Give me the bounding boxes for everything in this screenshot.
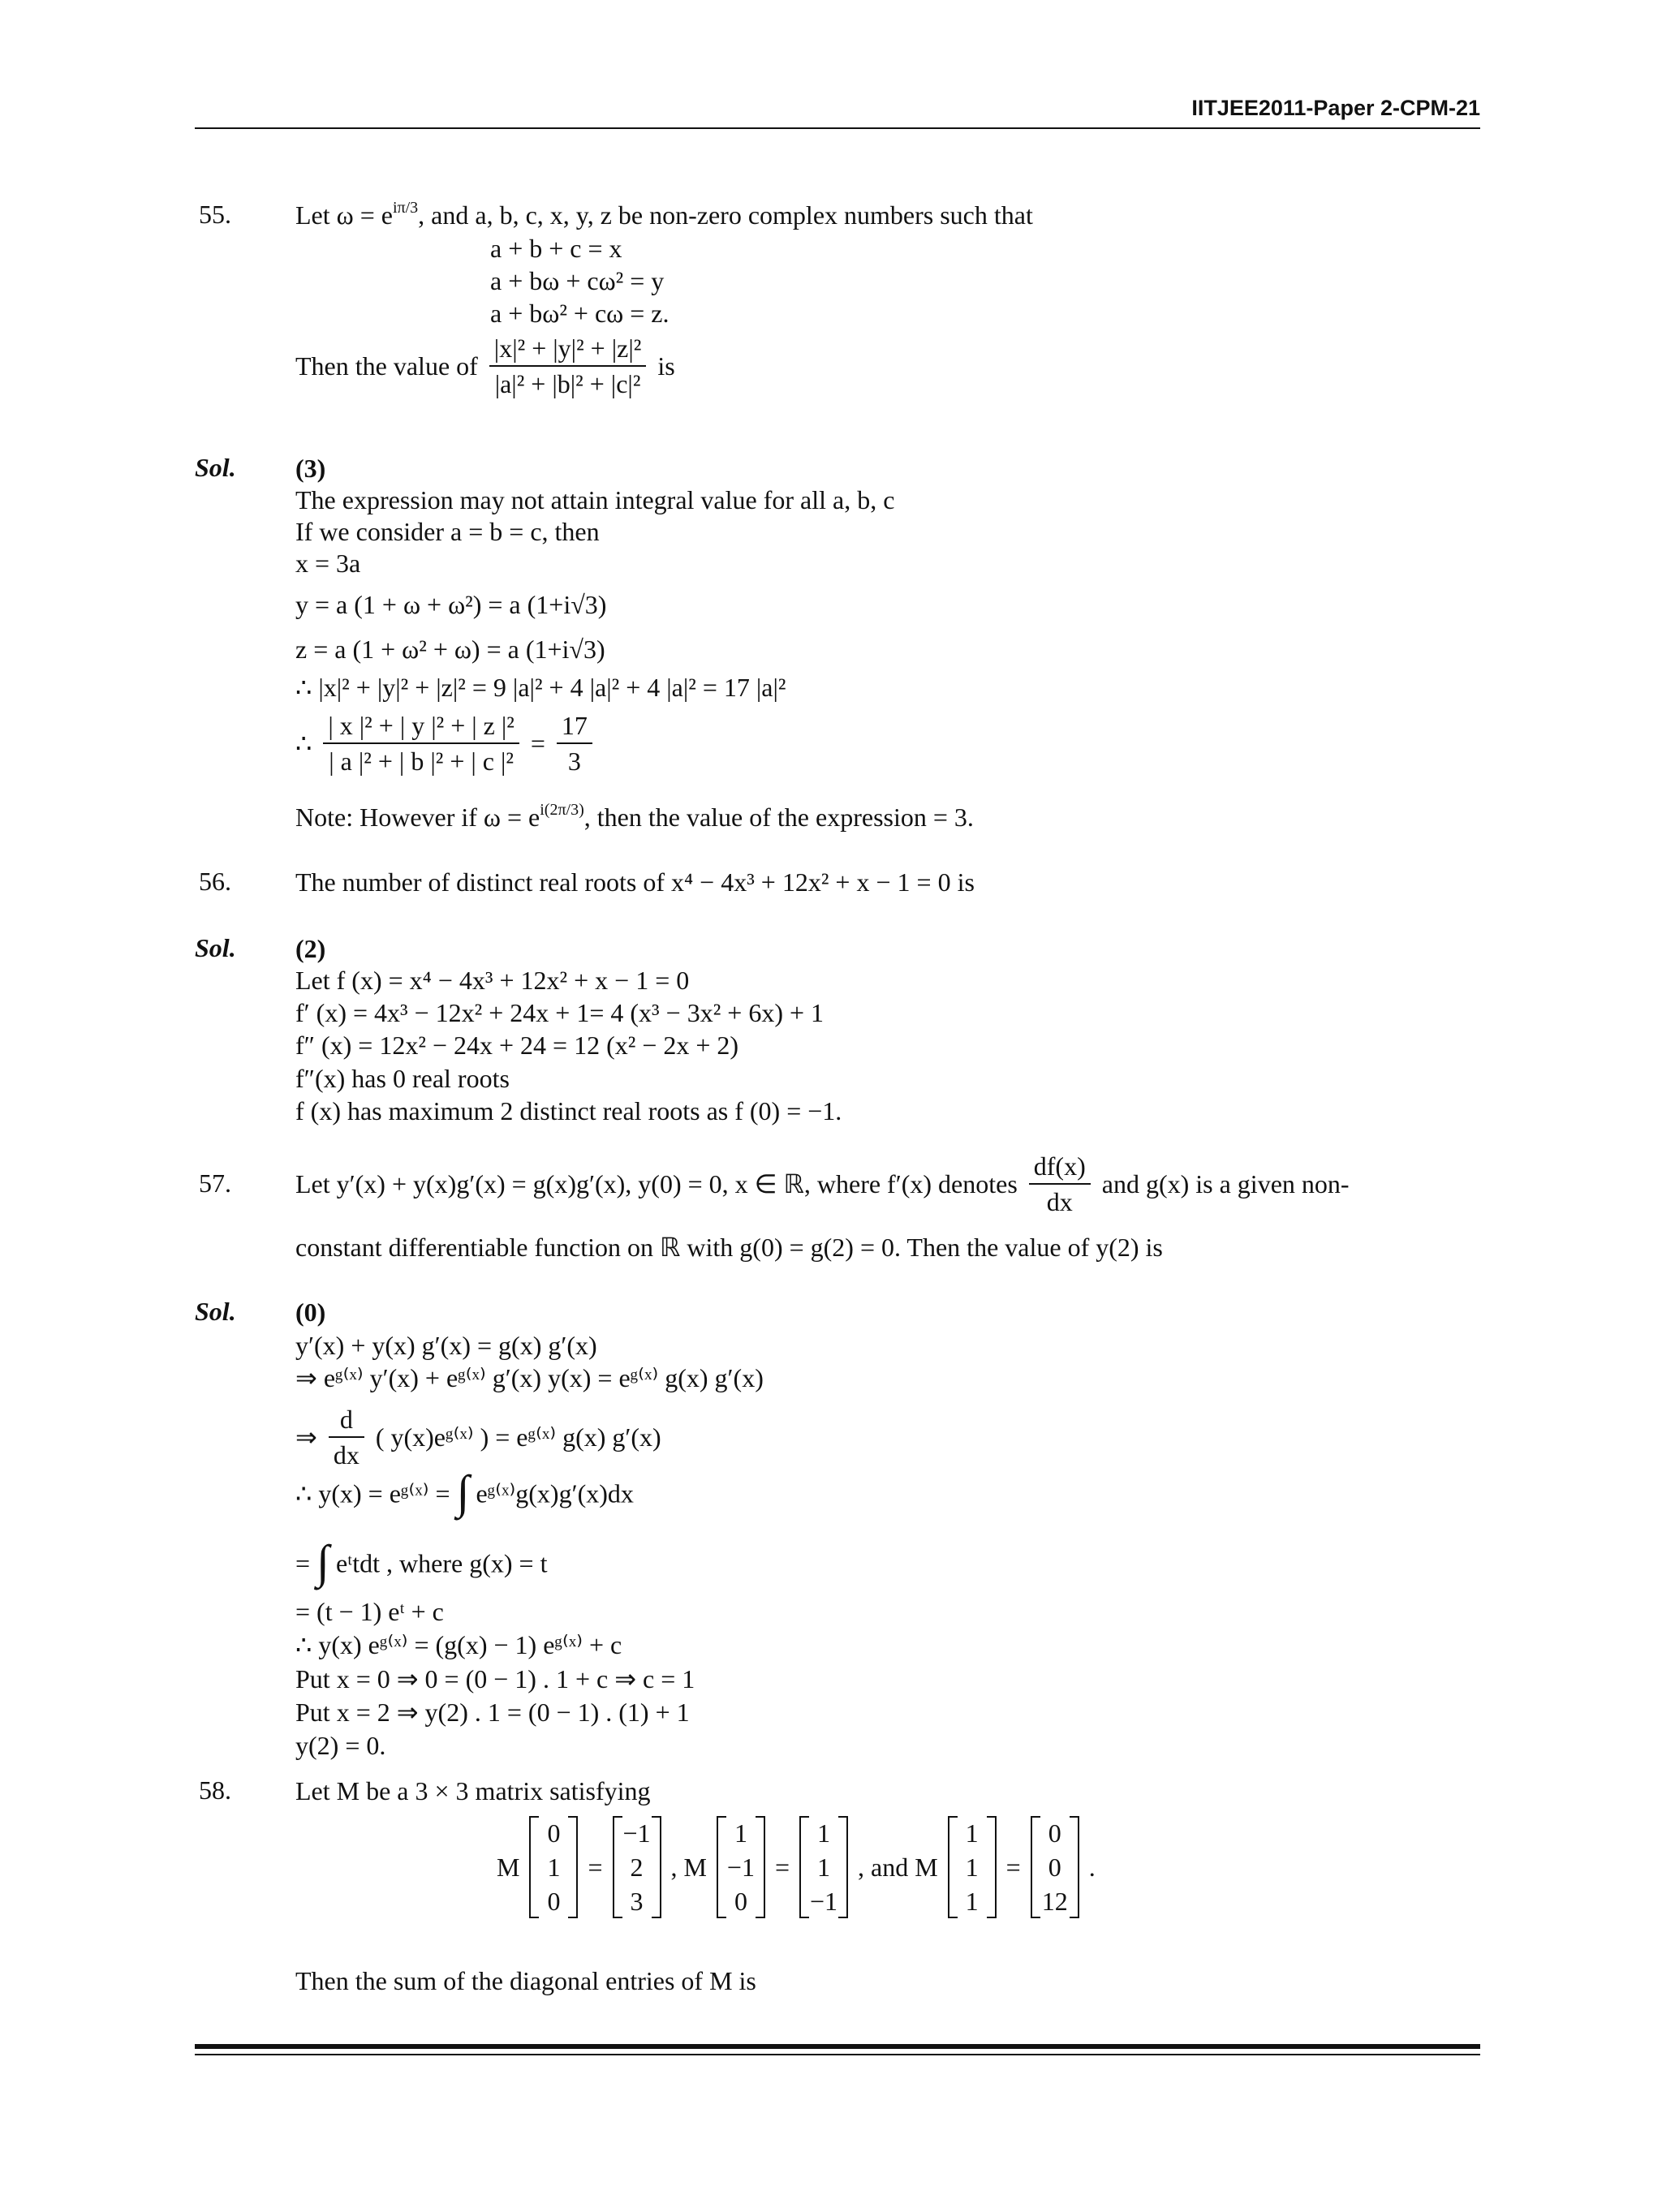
- integral-sign: ∫: [316, 1534, 329, 1588]
- solution-57-line-5: = ∫ eᵗtdt , where g(x) = t: [295, 1534, 548, 1588]
- solution-55-label: Sol.: [195, 453, 236, 482]
- solution-55-line-2: If we consider a = b = c, then: [295, 517, 600, 546]
- question-58-line-1: Let M be a 3 × 3 matrix satisfying: [295, 1776, 651, 1805]
- solution-57-d-dx: $\frac{d}{dx}$: [329, 1404, 364, 1470]
- question-55-number: 55.: [199, 200, 231, 229]
- solution-55-value: $\frac{17}{3}$: [557, 710, 592, 777]
- solution-57-line-3: ⇒ $\frac{d}{dx}$ ( y(x)eᵍ⁽ˣ⁾ ) = eᵍ⁽ˣ⁾ g(x) g′(x): [295, 1405, 661, 1470]
- matrix-vector-2: 1 −1 0: [717, 1816, 765, 1918]
- footer-rule-thin: [195, 2054, 1480, 2055]
- solution-57-line-6: = (t − 1) eᵗ + c: [295, 1597, 444, 1626]
- integral-sign: ∫: [456, 1465, 470, 1518]
- question-58-number: 58.: [199, 1775, 231, 1805]
- solution-57-line-4: ∴ y(x) = eᵍ⁽ˣ⁾ = ∫ eᵍ⁽ˣ⁾g(x)g′(x)dx: [295, 1465, 634, 1518]
- solution-57-line-8: Put x = 0 ⇒ 0 = (0 − 1) . 1 + c ⇒ c = 1: [295, 1664, 695, 1693]
- solution-56-answer: (2): [295, 934, 326, 963]
- solution-55-answer: (3): [295, 454, 326, 483]
- question-58-last-line: Then the sum of the diagonal entries of M is: [295, 1966, 756, 1995]
- page-header: IITJEE2011-Paper 2-CPM-21: [1191, 96, 1480, 120]
- question-56-text: The number of distinct real roots of x⁴ − 4x³ + 12x² + x − 1 = 0 is: [295, 867, 975, 897]
- matrix-result-2: 1 1 −1: [799, 1816, 848, 1918]
- question-57-line-1: Let y′(x) + y(x)g′(x) = g(x)g′(x), y(0) = 0, x ∈ ℝ, where f′(x) denotes $\frac{df(x)}{dx}$ and g(x) is a given non-: [295, 1151, 1350, 1216]
- solution-55-note: Note: However if $\omega = e^{i(2\pi/3)}$, then the value of the expression = 3.: [295, 801, 974, 832]
- question-56-number: 56.: [199, 867, 231, 896]
- solution-57-line-9: Put x = 2 ⇒ y(2) . 1 = (0 − 1) . (1) + 1: [295, 1698, 690, 1727]
- solution-57-line-10: y(2) = 0.: [295, 1731, 386, 1760]
- solution-55-line-1: The expression may not attain integral value for all a, b, c: [295, 485, 895, 514]
- solution-56-line-3: f″ (x) = 12x² − 24x + 24 = 12 (x² − 2x + 2): [295, 1031, 739, 1060]
- solution-56-line-4: f″(x) has 0 real roots: [295, 1064, 510, 1093]
- matrix-vector-3: 1 1 1: [948, 1816, 997, 1918]
- solution-56-line-1: Let f (x) = x⁴ − 4x³ + 12x² + x − 1 = 0: [295, 966, 690, 995]
- footer-rule-thick: [195, 2044, 1480, 2049]
- question-57-line-2: constant differentiable function on ℝ with g(0) = g(2) = 0. Then the value of y(2) is: [295, 1233, 1163, 1262]
- header-rule: [195, 127, 1480, 129]
- question-57-number: 57.: [199, 1168, 231, 1198]
- question-55-expression: Then the value of $\frac{\text{|x|² + |y|² + |z|²}}{\text{|a|² + |b|² + |c|²}}$ is: [295, 334, 675, 398]
- matrix-result-1: −1 2 3: [613, 1816, 661, 1918]
- solution-55-line-6: ∴ |x|² + |y|² + |z|² = 9 |a|² + 4 |a|² + 4 |a|² = 17 |a|²: [295, 673, 786, 702]
- solution-56-label: Sol.: [195, 933, 236, 962]
- solution-55-fraction: $\frac{\text{| x |² + | y |² + | z |²}}{\text{| a |² + | b |² + | c |²}}$: [323, 710, 519, 777]
- matrix-result-3: 0 0 12: [1031, 1816, 1079, 1918]
- question-57-derivative: $\frac{df(x)}{dx}$: [1029, 1151, 1091, 1217]
- question-55-eq-2: a + bω + cω² = y: [490, 266, 665, 295]
- question-55-fraction: $\frac{\text{|x|² + |y|² + |z|²}}{\text{|a|² + |b|² + |c|²}}$: [489, 333, 647, 399]
- question-55-eq-3: a + bω² + cω = z.: [490, 299, 670, 328]
- solution-55-line-5: z = a (1 + ω² + ω) = a (1+i√3): [295, 635, 605, 664]
- solution-55-line-4: y = a (1 + ω + ω²) = a (1+i√3): [295, 590, 607, 619]
- solution-56-line-5: f (x) has maximum 2 distinct real roots as f (0) = −1.: [295, 1096, 842, 1125]
- solution-57-line-1: y′(x) + y(x) g′(x) = g(x) g′(x): [295, 1331, 597, 1360]
- solution-57-answer: (0): [295, 1298, 326, 1327]
- solution-55-result: ∴ $\frac{\text{| x |² + | y |² + | z |²}}{\text{| a |² + | b |² + | c |²}}$ = $\frac{17}{3}$: [295, 710, 597, 777]
- matrix-vector-1: 0 1 0: [529, 1816, 578, 1918]
- question-58-matrix-equations: M 0 1 0 = −1 2 3 , M 1 −1 0 = 1 1 −1 , and M 1 1 1 = 0 0 12 .: [497, 1816, 1096, 1918]
- solution-56-line-2: f′ (x) = 4x³ − 12x² + 24x + 1= 4 (x³ − 3x² + 6x) + 1: [295, 998, 825, 1027]
- question-55-line-1: Let $\omega = e^{i\pi/3}$, and a, b, c, x, y, z be non-zero complex numbers such that: [295, 199, 1033, 230]
- solution-57-line-2: ⇒ eᵍ⁽ˣ⁾ y′(x) + eᵍ⁽ˣ⁾ g′(x) y(x) = eᵍ⁽ˣ⁾ g(x) g′(x): [295, 1363, 764, 1392]
- solution-55-line-3: x = 3a: [295, 549, 361, 578]
- question-55-eq-1: a + b + c = x: [490, 234, 622, 263]
- solution-57-label: Sol.: [195, 1297, 236, 1326]
- solution-57-line-7: ∴ y(x) eᵍ⁽ˣ⁾ = (g(x) − 1) eᵍ⁽ˣ⁾ + c: [295, 1630, 622, 1659]
